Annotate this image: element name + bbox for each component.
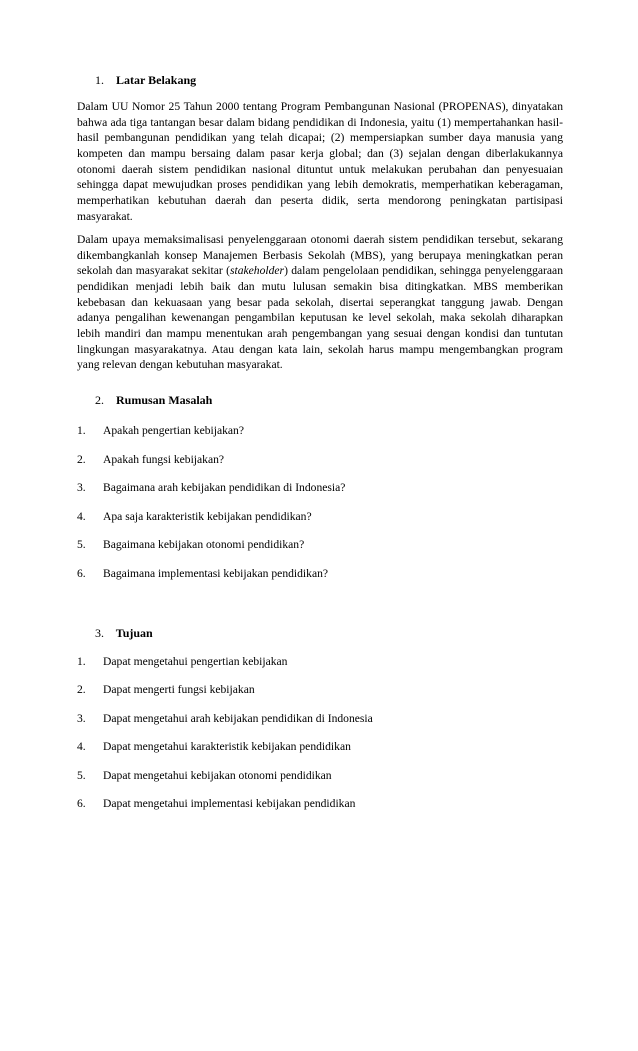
list-number: 1.	[77, 655, 86, 668]
list-item	[77, 740, 563, 754]
list-number: 3.	[77, 481, 86, 494]
list-number: 2.	[77, 453, 86, 466]
paragraph-text: Dalam upaya memaksimalisasi penyelenggaraan otonomi daerah sistem pendidikan tersebut, sekarang dikembangkanlah konsep Manajemen Berbasis Sekolah (MBS), yang berupaya meningkatkan peran sekolah dan masyarakat sekitar (	[77, 233, 563, 278]
list-text: Apakah pengertian kebijakan?	[103, 424, 244, 437]
list-item	[77, 453, 563, 467]
heading-number: 1.	[95, 73, 104, 87]
heading-number: 2.	[95, 393, 104, 407]
list-item	[77, 655, 563, 669]
list-number: 4.	[77, 740, 86, 753]
paragraph-text: ) dalam pengelolaan pendidikan, sehingga penyelenggaraan pendidikan menjadi lebih baik dan mutu lulusan semakin bisa ditingkatkan. MBS memberikan kebebasan dan kekuasaan yang besar pada sekolah, disertai seperangkat tanggung jawab. Dengan adanya pengalihan kewenangan pengambilan keputusan ke level sekolah, maka sekolah diharapkan lebih mandiri dan mampu menentukan arah pengembangan yang sesuai dengan kondisi dan tuntutan lingkungan masyarakatnya. Atau dengan kata lain, sekolah harus mampu mengembangkan program yang relevan dengan kebutuhan masyarakat.	[77, 264, 563, 372]
list-item	[77, 797, 563, 811]
heading-title: Rumusan Masalah	[116, 393, 213, 407]
list-item	[77, 424, 563, 438]
list-text: Dapat mengetahui karakteristik kebijakan pendidikan	[103, 740, 351, 753]
heading-title: Latar Belakang	[116, 73, 197, 87]
list-text: Bagaimana arah kebijakan pendidikan di Indonesia?	[103, 481, 346, 494]
paragraph-emphasis: stakeholder	[229, 264, 285, 278]
list-text: Apakah fungsi kebijakan?	[103, 453, 225, 466]
list-number: 6.	[77, 797, 86, 810]
heading-tujuan	[95, 626, 153, 640]
list-text: Apa saja karakteristik kebijakan pendidikan?	[103, 510, 312, 523]
heading-title: Tujuan	[115, 626, 153, 640]
paragraph-latar-2	[77, 232, 563, 373]
list-item	[77, 712, 563, 726]
heading-latar-belakang	[95, 73, 196, 87]
list-text: Dapat mengetahui arah kebijakan pendidikan di Indonesia	[103, 712, 373, 725]
list-number: 6.	[77, 567, 86, 580]
paragraph-latar-1: Dalam UU Nomor 25 Tahun 2000 tentang Program Pembangunan Nasional (PROPENAS), dinyatakan bahwa ada tiga tantangan besar dalam bidang pendidikan di Indonesia, yaitu (1) mempertahankan hasil-hasil pembangunan pendidikan yang telah dicapai; (2) mempersiapkan sumber daya manusia yang kompeten dan mampu bersaing dalam pasar kerja global; dan (3) sejalan dengan diberlakukannya otonomi daerah sistem pendidikan nasional dituntut untuk melakukan perubahan dan penyesuaian sehingga dapat mewujudkan proses pendidikan yang lebih demokratis, memperhatikan keberagaman, memperhatikan kebutuhan daerah dan peserta didik, serta mendorong peningkatan partisipasi masyarakat.	[77, 100, 563, 223]
list-item	[77, 510, 563, 524]
list-number: 4.	[77, 510, 86, 523]
list-number: 2.	[77, 683, 86, 696]
list-number: 1.	[77, 424, 86, 437]
list-item	[77, 567, 563, 581]
list-item	[77, 481, 563, 495]
list-text: Dapat mengetahui pengertian kebijakan	[103, 655, 288, 668]
list-number: 3.	[77, 712, 86, 725]
list-text: Dapat mengerti fungsi kebijakan	[103, 683, 255, 696]
list-item	[77, 538, 563, 552]
list-item	[77, 683, 563, 697]
list-item	[77, 769, 563, 783]
list-number: 5.	[77, 769, 86, 782]
heading-number: 3.	[95, 626, 104, 640]
list-text: Bagaimana implementasi kebijakan pendidikan?	[103, 567, 329, 580]
heading-rumusan-masalah	[95, 393, 212, 407]
list-text: Dapat mengetahui implementasi kebijakan pendidikan	[103, 797, 356, 810]
list-number: 5.	[77, 538, 86, 551]
list-text: Dapat mengetahui kebijakan otonomi pendidikan	[103, 769, 332, 782]
list-text: Bagaimana kebijakan otonomi pendidikan?	[103, 538, 305, 551]
